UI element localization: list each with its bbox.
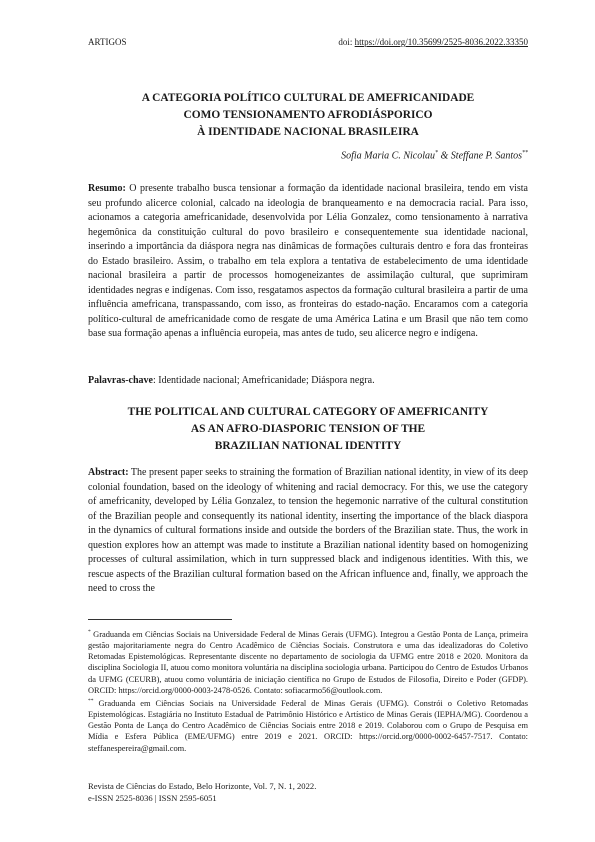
section-label: ARTIGOS — [88, 37, 127, 47]
resumo-label: Resumo: — [88, 183, 126, 194]
doi-prefix: doi: — [338, 37, 355, 47]
author-1: Sofia Maria C. Nicolau — [341, 150, 436, 162]
palavras-chave-line — [88, 374, 528, 388]
title-pt-line-1: A CATEGORIA POLÍTICO CULTURAL DE AMEFRICANIDADE — [141, 92, 475, 104]
resumo-paragraph — [88, 182, 528, 342]
author-2: Steffane P. Santos — [450, 150, 522, 162]
page-header — [88, 37, 528, 51]
author-1-footnote-mark[interactable]: * — [435, 150, 439, 156]
title-pt-line-2: COMO TENSIONAMENTO AFRODIÁSPORICO — [183, 109, 433, 121]
article-title-pt — [88, 90, 528, 141]
author-separator: & — [438, 150, 451, 162]
abstract-paragraph — [88, 466, 528, 597]
footnote-1-mark: * — [88, 629, 91, 635]
page-footer — [88, 781, 528, 804]
abstract-label: Abstract: — [88, 467, 129, 478]
footnote-1-text: Graduanda em Ciências Sociais na Universidade Federal de Minas Gerais (UFMG). Integrou a Gestão Ponta de Lança, primeira gestão majoritariamente negra do Centro Acadêmico de Ciências Sociais. Construtora e uma das idealizadoras do Coletivo Retomadas Epistemológicas. Representante discente no departamento de sociologia da UFMG entre 2018 e 2020. Monitora da disciplina Sociologia II, atuou como monitora voluntária na disciplina sociologia urbana. Participou do Centro de Estudos Urbanos da UFMG (CEURB), atuou como voluntária de iniciação científica no Grupo de Estudos de Filosofia, Direito e Poder (GFDP). ORCID: https://orcid.org/0000-0003-2478-0526. Contato: sofiacarmo56@outlook.com. — [88, 629, 528, 695]
issn-line: e-ISSN 2525-8036 | ISSN 2595-6051 — [88, 792, 217, 803]
footnotes — [88, 627, 528, 754]
footnote-2-text: Graduanda em Ciências Sociais na Universidade Federal de Minas Gerais (UFMG). Constrói o Coletivo Retomadas Epistemológicas. Estagiária no Instituto Estadual de Patrimônio Histórico e Artístico de Minas Gerais (IEPHA/MG). Coordenou a Gestão Ponta de Lança do Centro Acadêmico de Ciências Sociais entre 2018 e 2019. Colaborou com o Grupo de Pesquisa em Mídia e Esfera Pública (EME/UFMG) entre 2019 e 2021. ORCID: https://orcid.org/0000-0002-6457-7517. Contato: steffanespereira@gmail.com. — [88, 698, 528, 753]
author-2-footnote-mark[interactable]: ** — [522, 150, 528, 156]
doi-line — [338, 37, 528, 47]
footnote-2 — [88, 696, 528, 754]
resumo-text: O presente trabalho busca tensionar a formação da identidade nacional brasileira, tendo em vista seu profundo alicerce colonial, calcado na ideologia de branqueamento e na democracia racial. Para isso, acionamos a categoria amefricanidade, desenvolvida por Lélia Gonzalez, como tensionamento à narrativa hegemônica da constituição cultural do povo brasileiro e consequentemente sua identidade nacional, inserindo a importância da diáspora negra nas dinâmicas de formações culturais dentro e fora das fronteiras do Estado brasileiro. Assim, o trabalho em tela explora a tentativa de estabelecimento de uma identidade nacional brasileira a partir de processos homogeneizantes de assimilação cultural, que suprimiram identidades negras e indígenas. Com isso, resgatamos aspectos da formação cultural brasileira a partir de uma influência amefricana, transpassando, com isso, as fronteiras do estado-nação. Encaramos com a categoria político-cultural de amefricanidade como de resgate de uma América Latina e um Brasil que não tem como base sua formação apenas a influência europeia, mas antes de tudo, seu alicerce negro e indígena. — [88, 183, 528, 339]
title-en-line-3: BRAZILIAN NATIONAL IDENTITY — [214, 440, 402, 452]
footnote-2-mark: ** — [88, 698, 94, 705]
footnote-divider — [88, 619, 232, 620]
title-en-line-2: AS AN AFRO-DIASPORIC TENSION OF THE — [190, 423, 426, 435]
palavras-chave-text: : Identidade nacional; Amefricanidade; Diáspora negra. — [153, 375, 375, 386]
abstract-text: The present paper seeks to straining the formation of Brazilian national identity, in view of its deep colonial foundation, based on the ideology of whitening and racial democracy. For this, we use the category of amefricanity, developed by Lélia Gonzalez, to tension the hegemonic narrative of the cultural constitution of the Brazilian people and consequently its national identity, inserting the importance of the black diaspora in the dynamics of cultural formations inside and outside the borders of the Brazilian state. Thus, the work in question explores how an attempt was made to institute a Brazilian national identity based on homogenizing processes of cultural assimilation, which in turn suppressed black and indigenous identities. With this, we rescue aspects of the Brazilian cultural formation based on the African influence and, finally, we approach the need to cross the — [88, 467, 528, 594]
doi-link[interactable]: https://doi.org/10.35699/2525-8036.2022.33350 — [354, 37, 528, 47]
article-title-en — [88, 404, 528, 455]
title-en-line-1: THE POLITICAL AND CULTURAL CATEGORY OF AMEFRICANITY — [127, 406, 489, 418]
journal-citation: Revista de Ciências do Estado, Belo Horizonte, Vol. 7, N. 1, 2022. — [88, 781, 317, 791]
footnote-1 — [88, 627, 528, 696]
palavras-chave-label: Palavras-chave — [88, 375, 153, 386]
title-pt-line-3: À IDENTIDADE NACIONAL BRASILEIRA — [197, 126, 419, 138]
author-line — [88, 150, 528, 161]
